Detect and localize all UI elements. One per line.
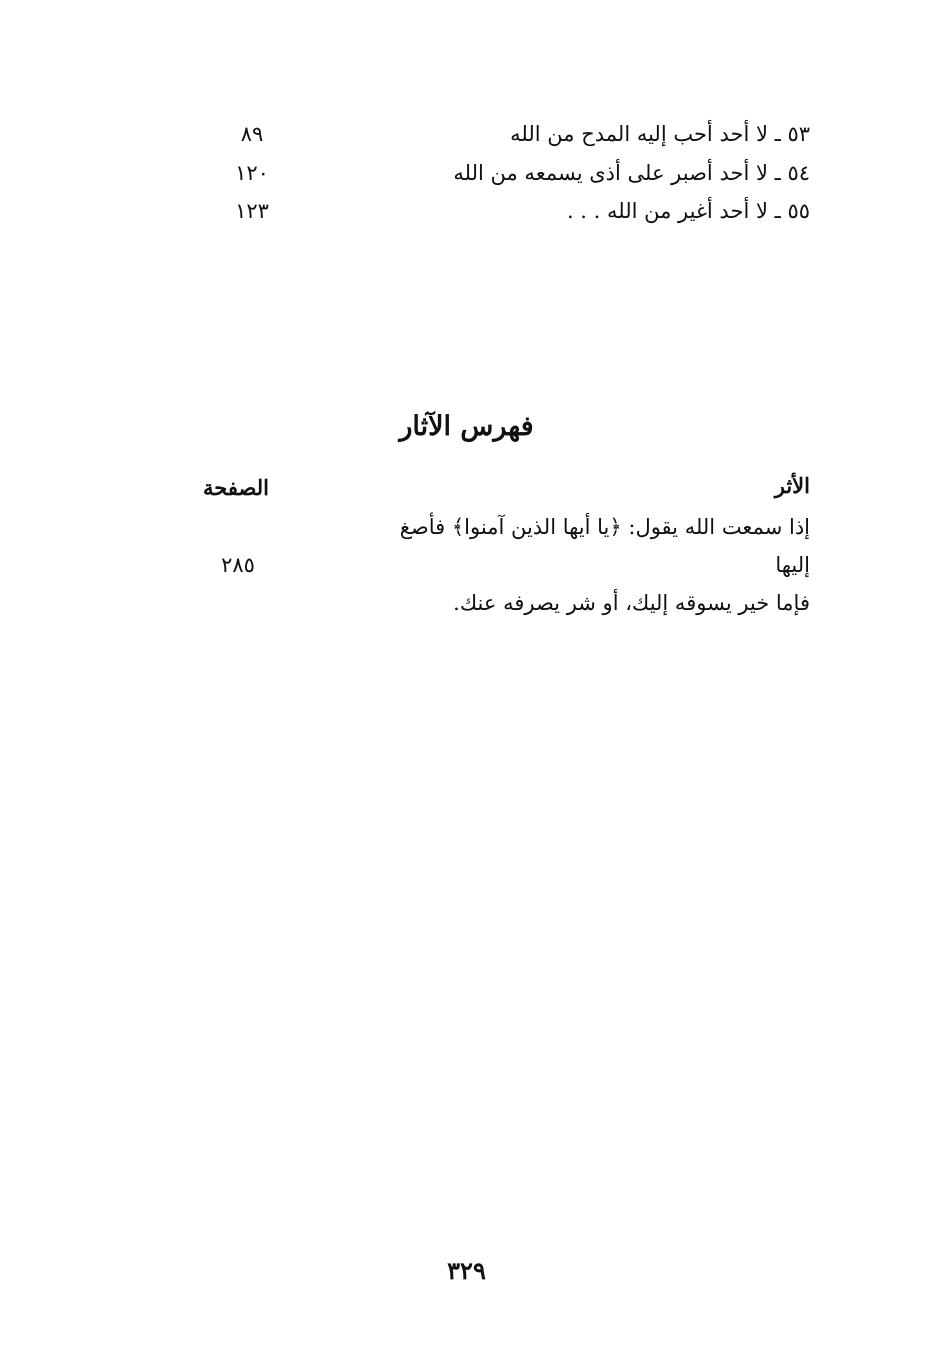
index-entry-54: [200, 155, 810, 191]
page-column-header: الصفحة: [203, 475, 269, 500]
page-number: ٣٢٩: [447, 1256, 486, 1285]
athar-column-header: الأثر: [774, 473, 810, 498]
index-entry-text: ٥٥ ـ لا أحد أغير من الله . . .: [566, 199, 810, 223]
athar-entry-page-number: ٢٨٥: [221, 553, 255, 577]
index-entry-page-number: ٨٩: [240, 122, 264, 146]
index-entry-55: [200, 193, 810, 229]
index-entry-53: [200, 116, 810, 152]
index-entry-text: ٥٤ ـ لا أحد أصبر على أذى يسمعه من الله: [453, 161, 810, 185]
athar-index-title: فهرس الآثار: [399, 411, 534, 442]
athar-entry-line-1: إذا سمعت الله يقول: ﴿يا أيها الذين آمنوا﴾ فأصغ إليها: [399, 515, 810, 577]
index-entry-text: ٥٣ ـ لا أحد أحب إليه المدح من الله: [510, 122, 810, 146]
athar-entry-line-2: فإما خير يسوقه إليك، أو شر يصرفه عنك.: [453, 591, 810, 615]
athar-entry: [360, 508, 810, 622]
index-entry-page-number: ١٢٠: [235, 161, 269, 185]
index-entry-page-number: ١٢٣: [235, 199, 269, 223]
